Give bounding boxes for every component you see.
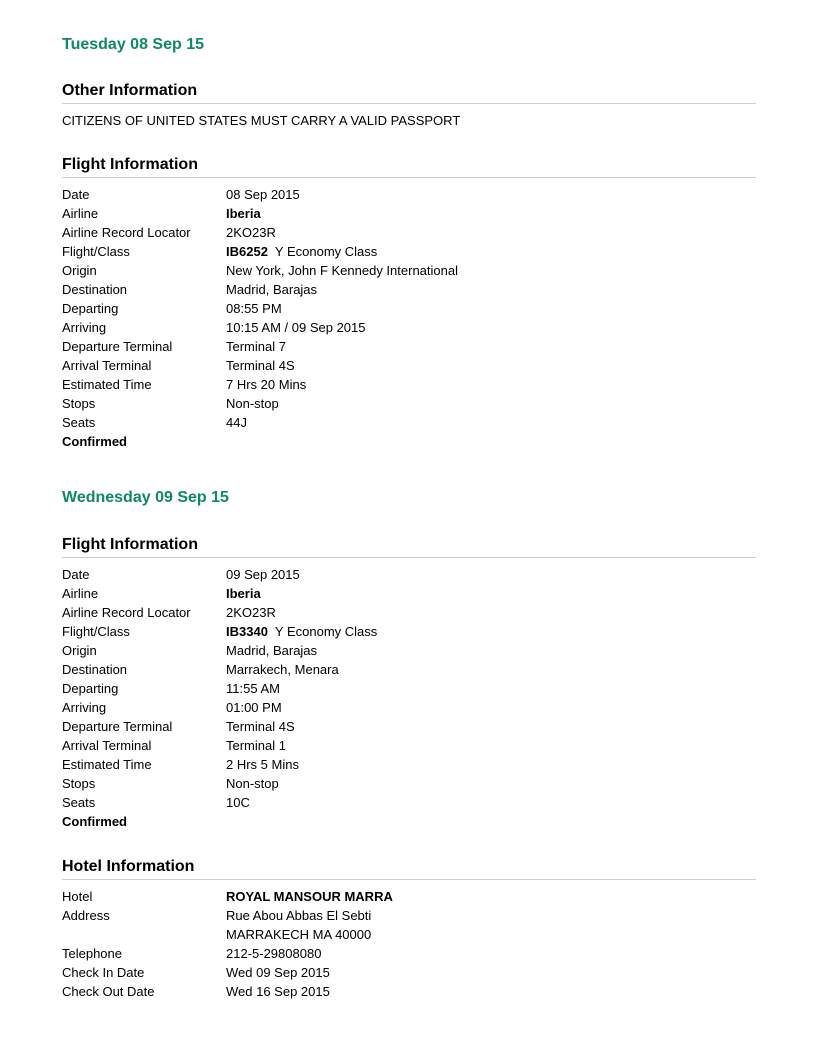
flight-details-table (62, 185, 756, 451)
arriving-time: 01:00 PM (226, 700, 282, 715)
section-title-hotel-information: Hotel Information (62, 857, 756, 880)
detail-label: Arriving (62, 320, 107, 335)
detail-row (62, 565, 756, 584)
detail-label: Origin (62, 643, 97, 658)
flight-class-value (226, 622, 756, 641)
detail-row (62, 394, 756, 413)
detail-label: Arrival Terminal (62, 738, 152, 753)
stops: Non-stop (226, 396, 279, 411)
detail-label: Destination (62, 662, 128, 677)
detail-row (62, 318, 756, 337)
detail-row (62, 736, 756, 755)
detail-row (62, 963, 756, 982)
detail-label: Departing (62, 301, 119, 316)
detail-label: Telephone (62, 946, 122, 961)
detail-row (62, 185, 756, 204)
airline-name: Iberia (226, 586, 261, 601)
telephone: 212-5-29808080 (226, 946, 322, 961)
detail-row (62, 280, 756, 299)
flight-details-table (62, 565, 756, 831)
destination: Marrakech, Menara (226, 662, 339, 677)
flight-number: IB6252 (226, 244, 268, 259)
detail-label: Departure Terminal (62, 339, 173, 354)
detail-row (62, 641, 756, 660)
detail-row (62, 679, 756, 698)
detail-row (62, 622, 756, 641)
detail-label: Estimated Time (62, 757, 152, 772)
estimated-time: 2 Hrs 5 Mins (226, 757, 299, 772)
detail-row (62, 887, 756, 906)
detail-row (62, 925, 756, 944)
detail-label: Date (62, 567, 90, 582)
detail-label-empty (62, 925, 226, 944)
detail-label: Seats (62, 415, 96, 430)
detail-row (62, 755, 756, 774)
detail-label: Stops (62, 776, 96, 791)
flight-date: 08 Sep 2015 (226, 187, 300, 202)
detail-label: Address (62, 908, 110, 923)
address-line-1: Rue Abou Abbas El Sebti (226, 908, 372, 923)
departing-time: 08:55 PM (226, 301, 282, 316)
airline-name: Iberia (226, 206, 261, 221)
section-title-flight-information: Flight Information (62, 535, 756, 558)
detail-row (62, 603, 756, 622)
detail-row (62, 261, 756, 280)
detail-row (62, 982, 756, 1001)
detail-label: Airline Record Locator (62, 605, 191, 620)
detail-label: Airline (62, 206, 99, 221)
detail-row (62, 717, 756, 736)
detail-label: Seats (62, 795, 96, 810)
destination: Madrid, Barajas (226, 282, 318, 297)
seats: 44J (226, 415, 247, 430)
section-title-flight-information: Flight Information (62, 155, 756, 178)
detail-row (62, 204, 756, 223)
detail-label: Origin (62, 263, 97, 278)
record-locator: 2KO23R (226, 605, 276, 620)
section-title-other-information: Other Information (62, 81, 756, 104)
detail-row (62, 375, 756, 394)
record-locator: 2KO23R (226, 225, 276, 240)
seats: 10C (226, 795, 250, 810)
estimated-time: 7 Hrs 20 Mins (226, 377, 307, 392)
detail-label: Estimated Time (62, 377, 152, 392)
detail-row (62, 584, 756, 603)
detail-label: Arriving (62, 700, 107, 715)
check-out-date: Wed 16 Sep 2015 (226, 984, 330, 999)
detail-row (62, 698, 756, 717)
detail-label: Flight/Class (62, 624, 130, 639)
detail-row (62, 413, 756, 432)
departing-time: 11:55 AM (226, 681, 280, 696)
detail-row (62, 660, 756, 679)
detail-label: Departing (62, 681, 119, 696)
detail-label: Arrival Terminal (62, 358, 152, 373)
detail-label: Stops (62, 396, 96, 411)
detail-row (62, 223, 756, 242)
origin: Madrid, Barajas (226, 643, 318, 658)
detail-label: Flight/Class (62, 244, 130, 259)
check-in-date: Wed 09 Sep 2015 (226, 965, 330, 980)
arrival-terminal: Terminal 1 (226, 738, 286, 753)
detail-label: Check In Date (62, 965, 145, 980)
flight-date: 09 Sep 2015 (226, 567, 300, 582)
day-heading: Tuesday 08 Sep 15 (62, 36, 204, 53)
arrival-terminal: Terminal 4S (226, 358, 295, 373)
detail-label: Airline Record Locator (62, 225, 191, 240)
detail-label: Check Out Date (62, 984, 155, 999)
detail-row (62, 793, 756, 812)
detail-row (62, 337, 756, 356)
hotel-name: ROYAL MANSOUR MARRA (226, 889, 393, 904)
flight-number: IB3340 (226, 624, 268, 639)
detail-label: Departure Terminal (62, 719, 173, 734)
detail-row (62, 299, 756, 318)
cabin-class: Y Economy Class (274, 244, 378, 259)
detail-row (62, 906, 756, 925)
stops: Non-stop (226, 776, 279, 791)
detail-row (62, 774, 756, 793)
detail-row (62, 812, 756, 831)
address-line-2: MARRAKECH MA 40000 (226, 927, 372, 942)
flight-class-value (226, 242, 756, 261)
booking-status: Confirmed (62, 814, 127, 829)
departure-terminal: Terminal 4S (226, 719, 295, 734)
detail-label: Date (62, 187, 90, 202)
cabin-class: Y Economy Class (274, 624, 378, 639)
arriving-time: 10:15 AM / 09 Sep 2015 (226, 320, 366, 335)
detail-row (62, 356, 756, 375)
departure-terminal: Terminal 7 (226, 339, 286, 354)
detail-label: Hotel (62, 889, 93, 904)
passport-notice: CITIZENS OF UNITED STATES MUST CARRY A VALID PASSPORT (62, 113, 461, 128)
detail-row (62, 944, 756, 963)
detail-label: Airline (62, 586, 99, 601)
day-heading: Wednesday 09 Sep 15 (62, 489, 229, 506)
detail-label: Destination (62, 282, 128, 297)
detail-row (62, 432, 756, 451)
origin: New York, John F Kennedy International (226, 263, 458, 278)
booking-status: Confirmed (62, 434, 127, 449)
hotel-details-table (62, 887, 756, 1001)
detail-row (62, 242, 756, 261)
